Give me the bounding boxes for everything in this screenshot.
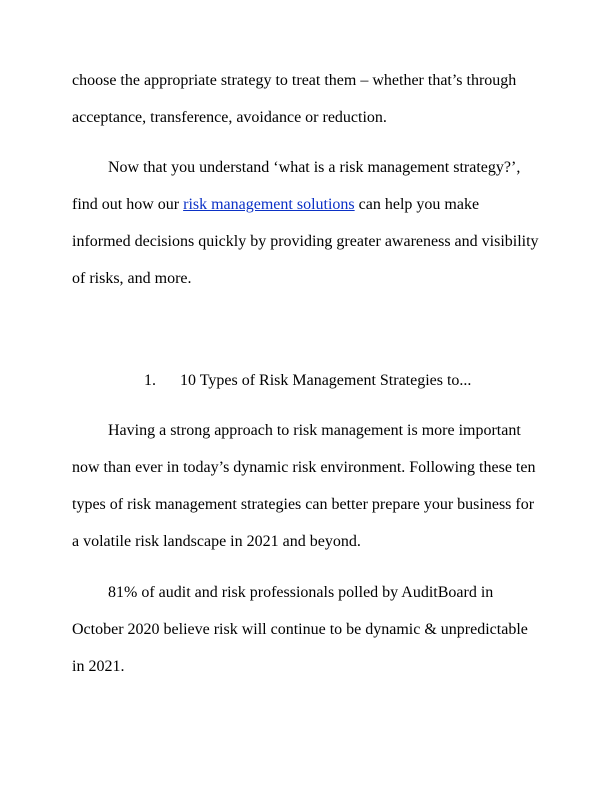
text-line: of risks, and more. — [72, 270, 192, 287]
text-line-with-link — [72, 195, 479, 215]
text-line: in 2021. — [72, 658, 125, 675]
heading-number: 1. — [144, 372, 156, 389]
risk-management-solutions-link[interactable]: risk management solutions — [183, 196, 355, 213]
heading-text: 10 Types of Risk Management Strategies to... — [180, 372, 472, 389]
text-line: Having a strong approach to risk management is more important — [108, 422, 521, 439]
text-span: find out how our — [72, 196, 184, 213]
text-line: now than ever in today’s dynamic risk environment. Following these ten — [72, 459, 536, 476]
text-line: Now that you understand ‘what is a risk management strategy?’, — [108, 159, 521, 176]
text-line: types of risk management strategies can better prepare your business for — [72, 496, 535, 513]
text-line: 81% of audit and risk professionals polled by AuditBoard in — [108, 584, 494, 601]
text-line: choose the appropriate strategy to treat them – whether that’s through — [72, 72, 517, 89]
text-span: can help you make — [354, 196, 480, 213]
text-line: October 2020 believe risk will continue to be dynamic & unpredictable — [72, 621, 528, 638]
text-line: informed decisions quickly by providing greater awareness and visibility — [72, 233, 539, 250]
text-line: acceptance, transference, avoidance or reduction. — [72, 109, 387, 126]
text-line: a volatile risk landscape in 2021 and beyond. — [72, 533, 361, 550]
